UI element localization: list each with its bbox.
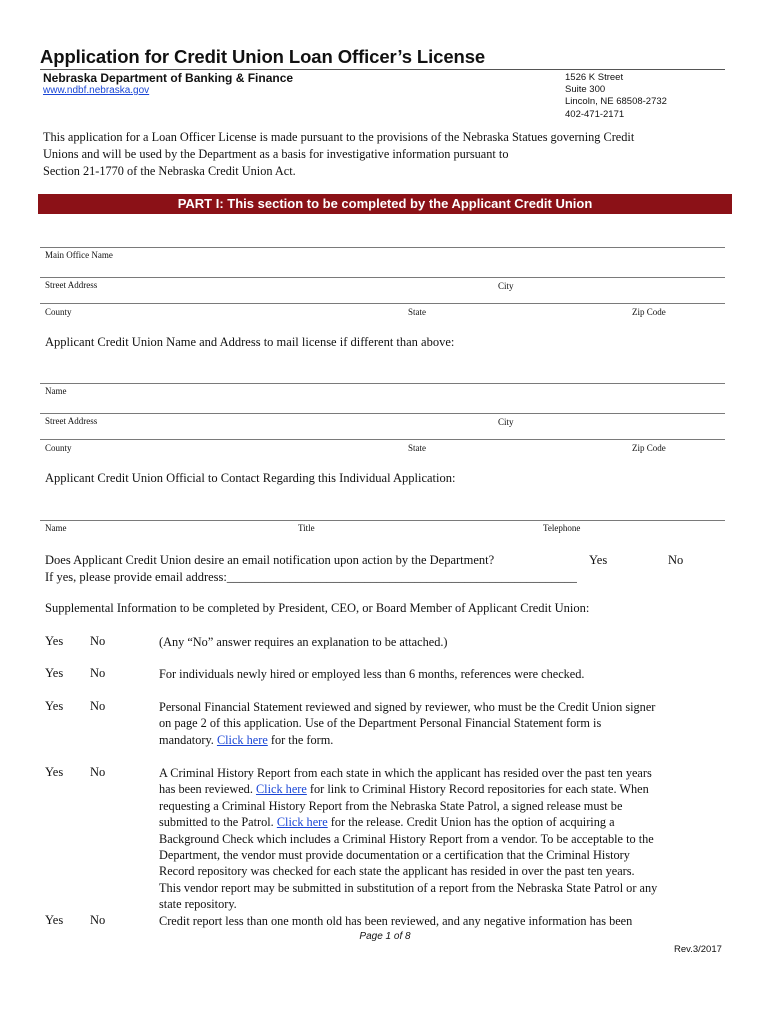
contact-title-label: Title — [298, 523, 315, 533]
main-county-field[interactable] — [40, 303, 725, 304]
mailing-heading: Applicant Credit Union Name and Address to mail license if different than above: — [45, 335, 455, 349]
patrol-release-link[interactable]: Click here — [276, 815, 328, 830]
contact-telephone-label: Telephone — [543, 523, 581, 533]
page-number: Page 1 of 8 — [359, 931, 411, 942]
main-city-label: City — [498, 281, 514, 291]
revision-label: Rev.3/2017 — [674, 944, 722, 955]
item4-no-option[interactable]: No — [90, 765, 106, 779]
item4-line: requesting a Criminal History Report from the Nebraska State Patrol, a signed release must be — [159, 798, 623, 813]
item3-line: Personal Financial Statement reviewed and signed by reviewer, who must be the Credit Union signer — [159, 700, 656, 714]
item5-no-option[interactable]: No — [90, 913, 106, 927]
mailing-name-label: Name — [45, 386, 67, 396]
contact-heading: Applicant Credit Union Official to Contact Regarding this Individual Application: — [45, 471, 456, 485]
mailing-name-field[interactable] — [40, 383, 725, 384]
item4-line: Background Check which includes a Criminal History Report from a vendor. To be acceptable to the — [159, 831, 654, 846]
contact-name-label: Name — [45, 523, 67, 533]
mailing-city-label: City — [498, 417, 514, 427]
department-address — [565, 72, 667, 121]
item4-line: A Criminal History Report from each state in which the applicant has resided over the past ten years — [159, 766, 652, 780]
item3-yes-option[interactable]: Yes — [45, 699, 64, 713]
item2-text: For individuals newly hired or employed less than 6 months, references were checked. — [159, 667, 585, 681]
intro-line: This application for a Loan Officer License is made pursuant to the provisions of the Nebraska Statues governing Credit — [43, 130, 635, 144]
title-divider — [40, 69, 725, 70]
main-zip-label: Zip Code — [632, 307, 666, 317]
intro-line: Unions and will be used by the Department as a basis for investigative information pursuant to — [43, 146, 509, 161]
address-line: Suite 300 — [565, 84, 606, 96]
item5-yes-option[interactable]: Yes — [45, 913, 64, 927]
item4-text-d: for the release. Credit Union has the option of acquiring a — [327, 815, 615, 830]
item4-line: This vendor report may be submitted in substitution of a report from the Nebraska State Patrol or any — [159, 880, 658, 895]
main-office-name-field[interactable] — [40, 247, 725, 248]
mailing-zip-label: Zip Code — [632, 443, 666, 453]
item3-no-option[interactable]: No — [90, 699, 106, 713]
item4-line: state repository. — [159, 897, 237, 912]
item4-text — [159, 765, 725, 913]
website-link[interactable]: www.ndbf.nebraska.gov — [43, 85, 150, 96]
mailing-state-label: State — [408, 443, 426, 453]
item2-no-option[interactable]: No — [90, 666, 106, 680]
address-phone: 402-471-2171 — [565, 108, 625, 120]
item4-text-b: for link to Criminal History Record repositories for each state. When — [306, 782, 649, 797]
mailing-street-field[interactable] — [40, 413, 725, 414]
item4-yes-option[interactable]: Yes — [45, 765, 64, 779]
item3-line — [159, 732, 725, 748]
criminal-history-repositories-link[interactable]: Click here — [255, 782, 307, 797]
main-county-label: County — [45, 307, 72, 317]
item3-text-a: mandatory. — [159, 732, 217, 747]
intro-paragraph — [43, 129, 733, 179]
item3-text-b: for the form. — [267, 732, 334, 747]
item3-line: on page 2 of this application. Use of the Department Personal Financial Statement form is — [159, 716, 602, 731]
page-title: Application for Credit Union Loan Officer’s License — [40, 46, 486, 67]
part1-banner: PART I: This section to be completed by the Applicant Credit Union — [38, 194, 732, 214]
item4-line — [159, 814, 725, 830]
mailing-street-label: Street Address — [45, 416, 98, 426]
mailing-county-label: County — [45, 443, 72, 453]
department-name: Nebraska Department of Banking & Finance — [43, 71, 294, 85]
item4-line — [159, 781, 725, 797]
item4-line: Record repository was checked for each state the applicant has resided in over the past ten years. — [159, 864, 635, 879]
contact-field[interactable] — [40, 520, 725, 521]
pfs-form-link[interactable]: Click here — [216, 732, 268, 747]
address-line: Lincoln, NE 68508-2732 — [565, 96, 667, 108]
item1-no-option[interactable]: No — [90, 634, 106, 648]
item5-text: Credit report less than one month old has been reviewed, and any negative information has been — [159, 914, 633, 928]
main-street-label: Street Address — [45, 280, 98, 290]
item2-yes-option[interactable]: Yes — [45, 666, 64, 680]
email-address-field[interactable]: If yes, please provide email address:________________________________________________________ — [45, 570, 577, 584]
item4-line: Department, the vendor must provide documentation or a certification that the Criminal History — [159, 848, 630, 863]
item4-text-a: has been reviewed. — [159, 782, 256, 797]
mailing-county-field[interactable] — [40, 439, 725, 440]
item4-text-c: submitted to the Patrol. — [159, 815, 277, 830]
item1-yes-option[interactable]: Yes — [45, 634, 64, 648]
email-no-option[interactable]: No — [668, 553, 684, 567]
main-state-label: State — [408, 307, 426, 317]
email-question: Does Applicant Credit Union desire an email notification upon action by the Department? — [45, 553, 495, 567]
intro-line: Section 21-1770 of the Nebraska Credit Union Act. — [43, 163, 296, 178]
item3-text — [159, 699, 725, 748]
address-line: 1526 K Street — [565, 72, 624, 83]
main-street-field[interactable] — [40, 277, 725, 278]
supplemental-heading: Supplemental Information to be completed by President, CEO, or Board Member of Applicant Credit Union: — [45, 601, 590, 615]
item1-text: (Any “No” answer requires an explanation to be attached.) — [159, 635, 448, 649]
main-office-name-label: Main Office Name — [45, 250, 113, 260]
email-yes-option[interactable]: Yes — [589, 553, 608, 567]
